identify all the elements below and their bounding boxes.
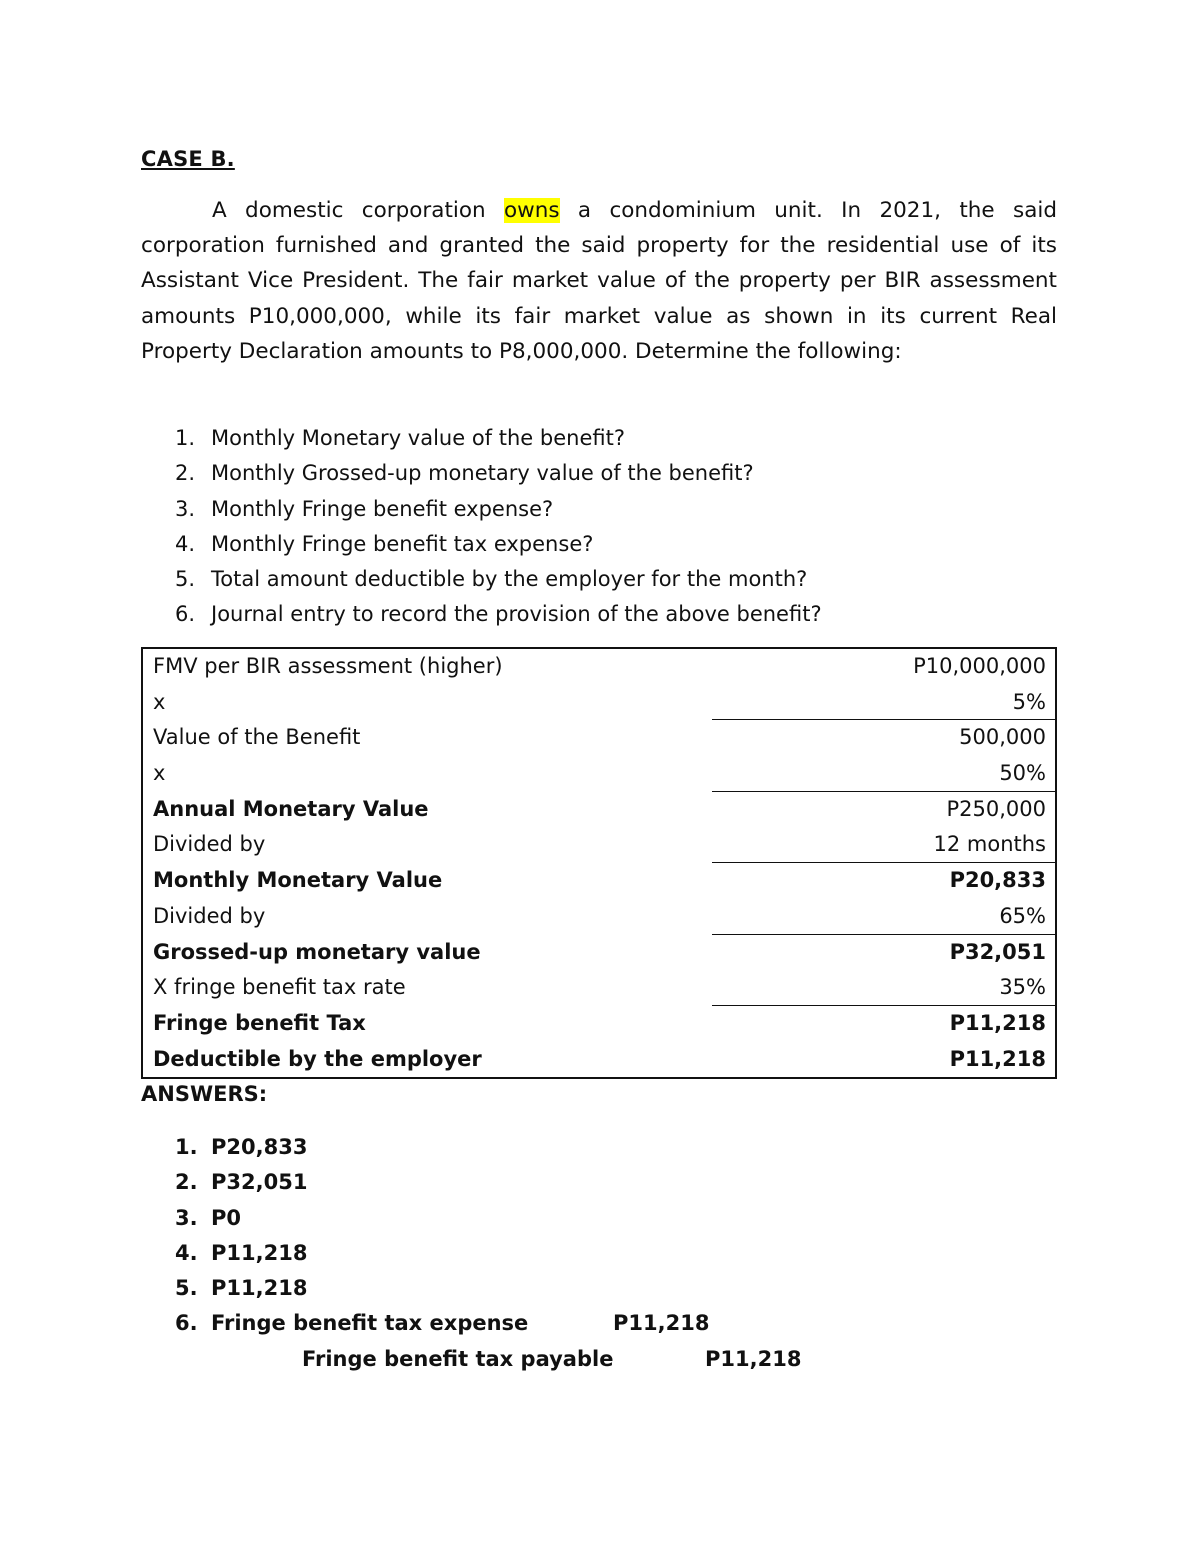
computation-table bbox=[141, 647, 1057, 1079]
credit-amount: P11,218 bbox=[705, 1347, 802, 1371]
table-row bbox=[143, 685, 1055, 721]
answer-text: P11,218 bbox=[211, 1240, 308, 1265]
paragraph-text-end: a condominium unit. In 2021, the said corporation furnished and granted the said property for the residential use of its Assistant Vice President. The fair market value of the property per BIR assessment amounts P10,000,000, while its fair market value as shown in its current Real Property Declaration amounts to P8,000,000. Determine the following: bbox=[141, 198, 1057, 364]
question-text: Journal entry to record the provision of the above benefit? bbox=[211, 602, 822, 627]
question-text: Monthly Fringe benefit tax expense? bbox=[211, 531, 594, 556]
paragraph-text-start: A domestic corporation bbox=[212, 198, 504, 223]
answer-item bbox=[141, 1130, 1057, 1165]
answer-item bbox=[141, 1271, 1057, 1306]
problem-paragraph bbox=[141, 193, 1057, 369]
question-number: 5. bbox=[175, 567, 196, 592]
table-row bbox=[143, 720, 1055, 756]
row-label: Divided by bbox=[153, 903, 266, 928]
row-value: P250,000 bbox=[946, 796, 1046, 821]
question-item bbox=[141, 492, 1057, 527]
highlighted-word: owns bbox=[503, 198, 560, 223]
answer-number: 6. bbox=[175, 1311, 198, 1336]
answer-item bbox=[141, 1165, 1057, 1200]
row-value: 500,000 bbox=[959, 725, 1046, 750]
table-row bbox=[143, 1006, 1055, 1042]
debit-amount: P11,218 bbox=[613, 1311, 710, 1336]
credit-account: Fringe benefit tax payable bbox=[302, 1347, 614, 1371]
question-number: 1. bbox=[175, 426, 196, 450]
row-label: x bbox=[153, 761, 166, 786]
answer-list bbox=[141, 1130, 1057, 1342]
row-label: Annual Monetary Value bbox=[153, 796, 429, 821]
question-number: 2. bbox=[175, 461, 196, 486]
row-value: P10,000,000 bbox=[913, 654, 1046, 678]
answer-number: 2. bbox=[175, 1170, 198, 1195]
row-label: X fringe benefit tax rate bbox=[153, 975, 406, 1000]
journal-entry-credit-line bbox=[302, 1342, 802, 1377]
answer-number: 4. bbox=[175, 1240, 198, 1265]
answer-number: 5. bbox=[175, 1276, 198, 1301]
question-item bbox=[141, 562, 1057, 597]
table-row bbox=[143, 756, 1055, 792]
table-row bbox=[143, 863, 1055, 899]
question-item bbox=[141, 456, 1057, 491]
question-number: 3. bbox=[175, 496, 196, 521]
answer-text: P11,218 bbox=[211, 1276, 308, 1301]
row-value: P11,218 bbox=[949, 1010, 1046, 1035]
question-list bbox=[141, 421, 1057, 633]
row-value: P32,051 bbox=[949, 939, 1046, 964]
question-item bbox=[141, 527, 1057, 562]
answer-text: P0 bbox=[211, 1205, 242, 1230]
question-text: Total amount deductible by the employer for the month? bbox=[211, 567, 808, 592]
question-text: Monthly Fringe benefit expense? bbox=[211, 496, 554, 521]
row-value: P20,833 bbox=[949, 868, 1046, 893]
table-row bbox=[143, 899, 1055, 935]
answer-item bbox=[141, 1201, 1057, 1236]
question-item bbox=[141, 421, 1057, 456]
question-text: Monthly Grossed-up monetary value of the benefit? bbox=[211, 461, 754, 486]
row-value: 65% bbox=[999, 903, 1046, 928]
row-label: x bbox=[153, 689, 166, 714]
answer-item bbox=[141, 1236, 1057, 1271]
debit-account: Fringe benefit tax expense bbox=[211, 1311, 529, 1336]
question-item bbox=[141, 597, 1057, 632]
table-row bbox=[143, 827, 1055, 863]
question-text: Monthly Monetary value of the benefit? bbox=[211, 426, 625, 450]
answer-text: P32,051 bbox=[211, 1170, 308, 1195]
table-row bbox=[143, 970, 1055, 1006]
row-label: Monthly Monetary Value bbox=[153, 868, 443, 893]
table-row bbox=[143, 1042, 1055, 1078]
row-label: Divided by bbox=[153, 832, 266, 857]
row-label: FMV per BIR assessment (higher) bbox=[153, 654, 503, 678]
table-row bbox=[143, 935, 1055, 971]
answer-number: 1. bbox=[175, 1135, 198, 1159]
answer-text: P20,833 bbox=[211, 1135, 308, 1159]
row-label: Deductible by the employer bbox=[153, 1046, 482, 1071]
answer-number: 3. bbox=[175, 1205, 198, 1230]
case-title: CASE B. bbox=[141, 147, 235, 171]
row-value: 50% bbox=[999, 761, 1046, 786]
row-label: Value of the Benefit bbox=[153, 725, 361, 750]
table-row bbox=[143, 649, 1055, 685]
row-value: 35% bbox=[999, 975, 1046, 1000]
row-label: Fringe benefit Tax bbox=[153, 1010, 366, 1035]
row-label: Grossed-up monetary value bbox=[153, 939, 481, 964]
question-number: 4. bbox=[175, 531, 196, 556]
table-row bbox=[143, 792, 1055, 828]
row-value: 12 months bbox=[933, 832, 1046, 857]
journal-entry-debit-line bbox=[141, 1306, 1057, 1341]
row-value: 5% bbox=[1012, 689, 1046, 714]
row-value: P11,218 bbox=[949, 1046, 1046, 1071]
question-number: 6. bbox=[175, 602, 196, 627]
answers-heading: ANSWERS: bbox=[141, 1082, 268, 1106]
